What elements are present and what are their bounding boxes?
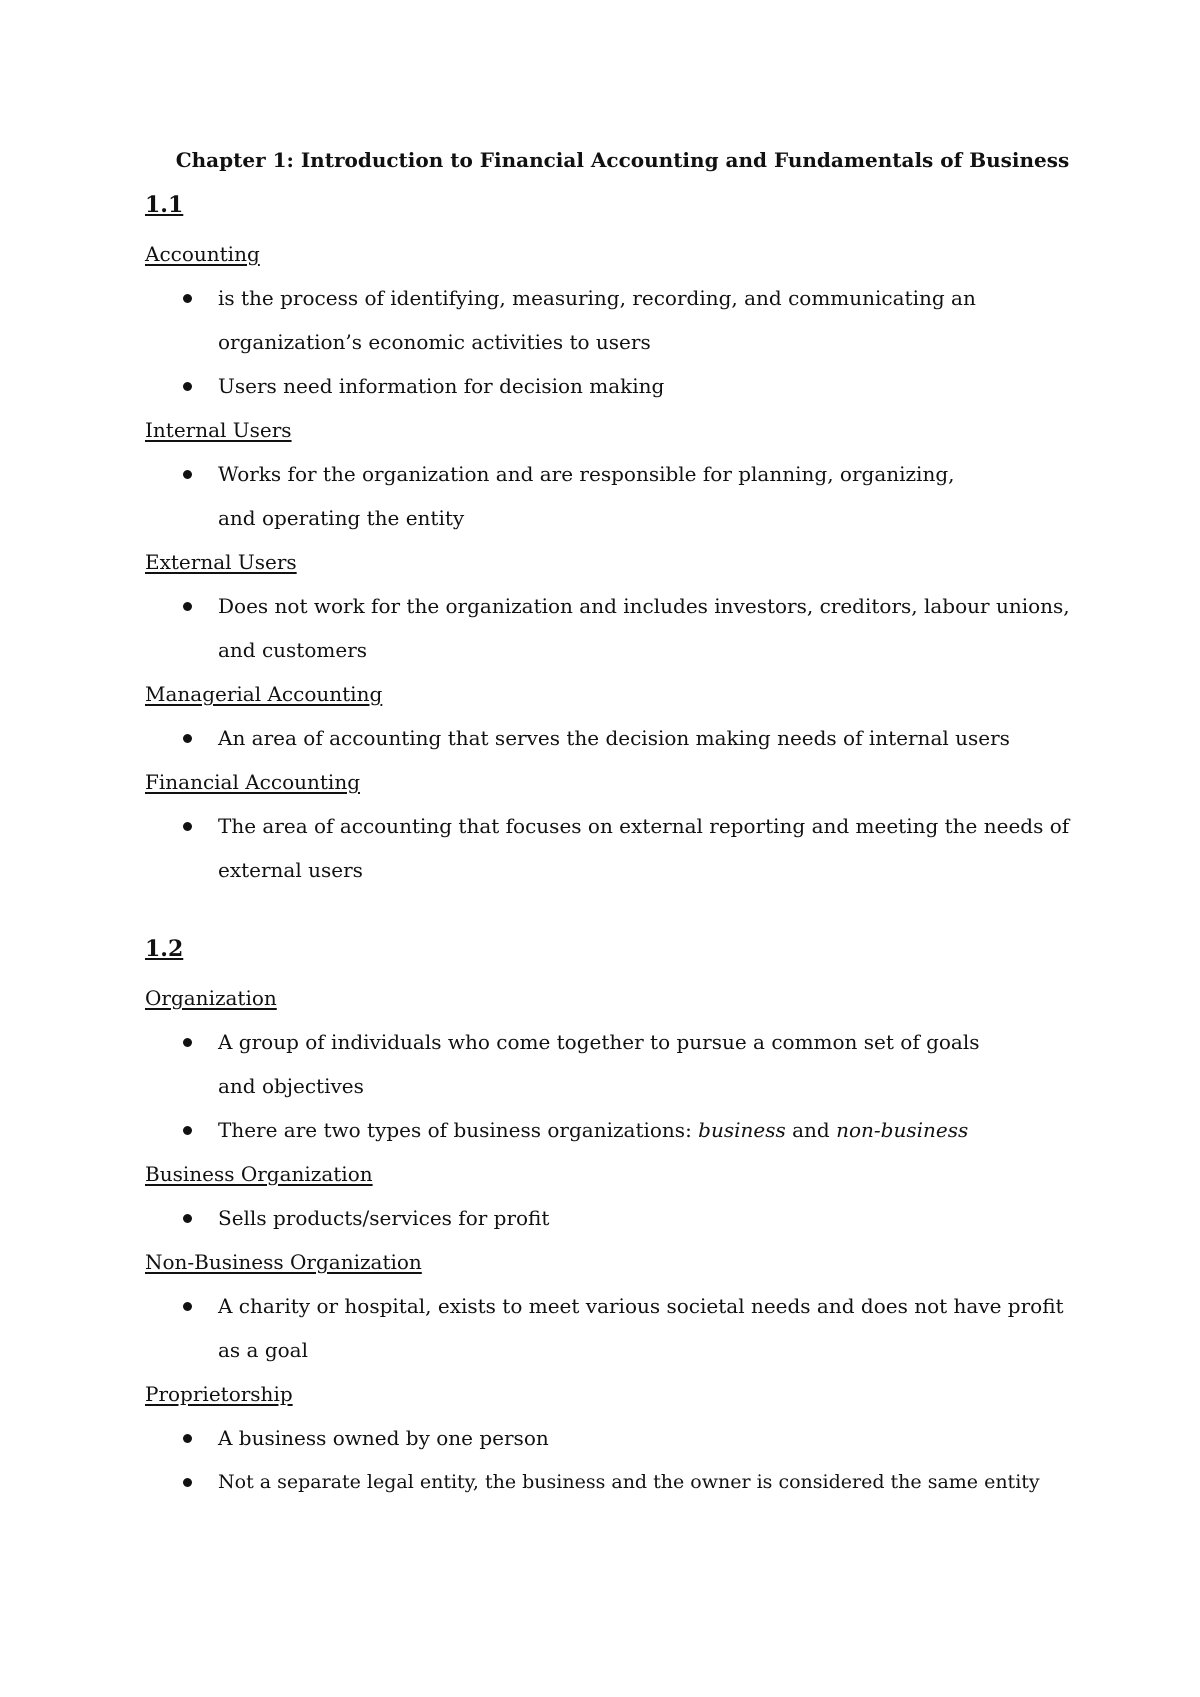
bullet-icon	[183, 822, 192, 831]
term-proprietorship: Proprietorship	[145, 1382, 293, 1406]
bullet-item: Users need information for decision making	[218, 364, 1080, 408]
section-number: 1.2	[145, 936, 184, 962]
bullet-item: is the process of identifying, measuring, recording, and communicating an organization’s economic activities to users	[218, 276, 1080, 364]
bullet-icon	[183, 1434, 192, 1443]
bullet-item: A business owned by one person	[218, 1416, 1080, 1460]
bullet-item: Does not work for the organization and includes investors, creditors, labour unions, and customers	[218, 584, 1080, 672]
term-organization: Organization	[145, 986, 277, 1010]
bullet-list	[145, 716, 1080, 760]
bullet-icon	[183, 602, 192, 611]
bullet-icon	[183, 1302, 192, 1311]
bullet-list	[145, 1416, 1080, 1504]
bullet-list	[145, 584, 1080, 672]
bullet-icon	[183, 294, 192, 303]
bullet-item: The area of accounting that focuses on external reporting and meeting the needs of external users	[218, 804, 1080, 892]
bullet-item: A charity or hospital, exists to meet various societal needs and does not have profit as a goal	[218, 1284, 1080, 1372]
bullet-item: A group of individuals who come together to pursue a common set of goals and objectives	[218, 1020, 1080, 1108]
term-internal-users: Internal Users	[145, 418, 292, 442]
section-1-2	[145, 932, 1080, 1504]
bullet-icon	[183, 734, 192, 743]
bullet-icon	[183, 1126, 192, 1135]
bullet-icon	[183, 1214, 192, 1223]
bullet-item: Sells products/services for profit	[218, 1196, 1080, 1240]
bullet-item: Not a separate legal entity, the business and the owner is considered the same entity	[218, 1460, 1080, 1504]
term-business-organization: Business Organization	[145, 1162, 373, 1186]
bullet-icon	[183, 1038, 192, 1047]
bullet-list	[145, 1020, 1080, 1152]
term-managerial-accounting: Managerial Accounting	[145, 682, 383, 706]
bullet-item: An area of accounting that serves the decision making needs of internal users	[218, 716, 1080, 760]
chapter-title: Chapter 1: Introduction to Financial Accounting and Fundamentals of Business	[175, 148, 1070, 172]
term-accounting: Accounting	[145, 242, 260, 266]
term-financial-accounting: Financial Accounting	[145, 770, 360, 794]
bullet-list	[145, 276, 1080, 408]
bullet-list	[145, 1196, 1080, 1240]
bullet-list	[145, 804, 1080, 892]
section-number: 1.1	[145, 192, 184, 218]
bullet-item: There are two types of business organizations: business and non-business	[218, 1108, 1080, 1152]
bullet-icon	[183, 1478, 192, 1487]
term-external-users: External Users	[145, 550, 297, 574]
bullet-item: Works for the organization and are responsible for planning, organizing, and operating the entity	[218, 452, 1080, 540]
bullet-icon	[183, 470, 192, 479]
bullet-icon	[183, 382, 192, 391]
section-1-1	[145, 188, 1080, 892]
bullet-list	[145, 452, 1080, 540]
bullet-list	[145, 1284, 1080, 1372]
term-non-business-organization: Non-Business Organization	[145, 1250, 422, 1274]
